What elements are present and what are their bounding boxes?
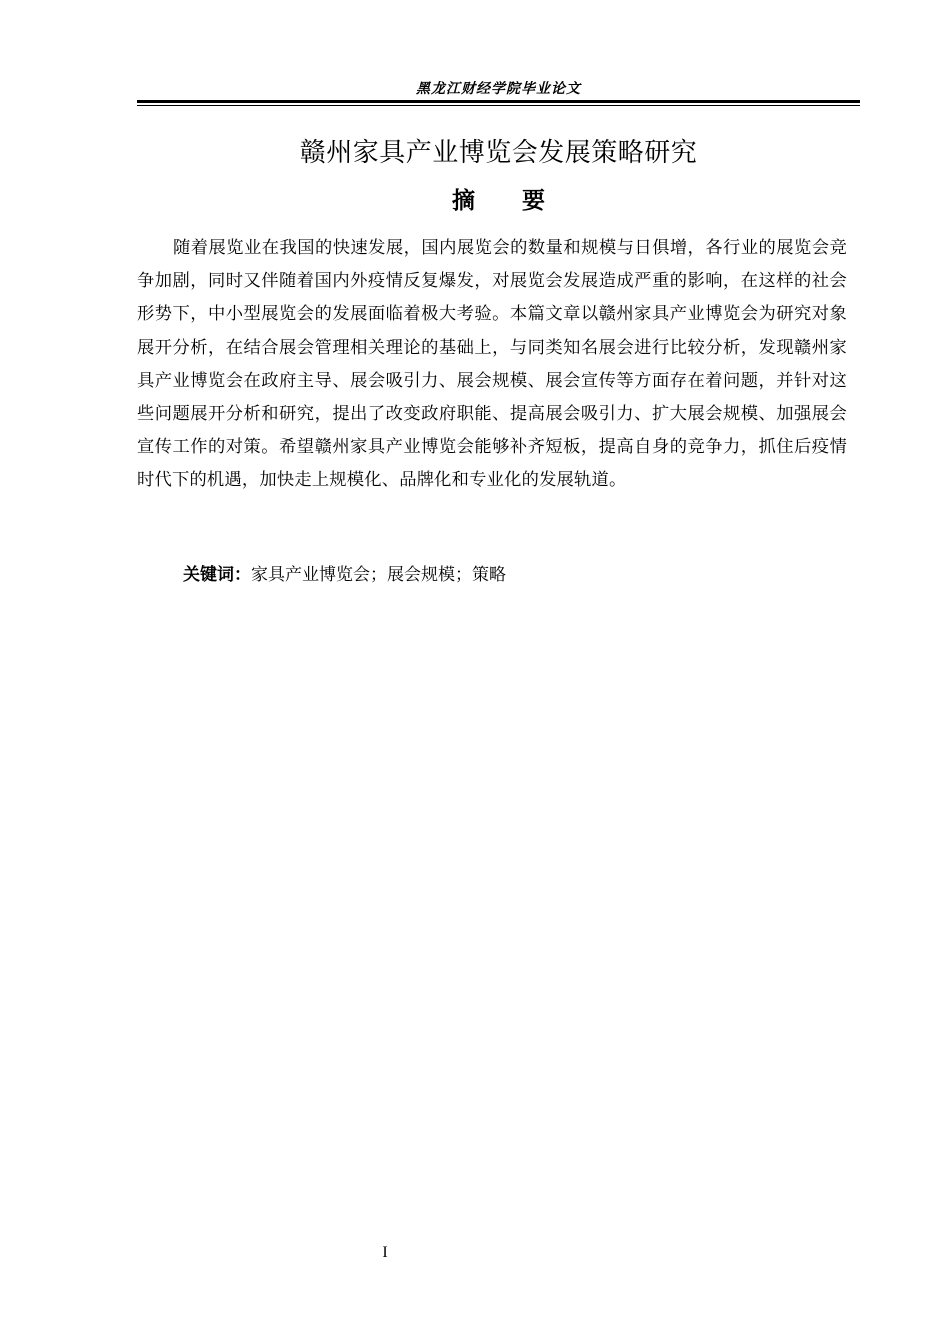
abstract-body: 随着展览业在我国的快速发展，国内展览会的数量和规模与日俱增，各行业的展览会竞争加剧，同时又伴随着国内外疫情反复爆发，对展览会发展造成严重的影响，在这样的社会形势下，中小型展览会的发展面临着极大考验。本篇文章以赣州家具产业博览会为研究对象展开分析，在结合展会管理相关理论的基础上，与同类知名展会进行比较分析，发现赣州家具产业博览会在政府主导、展会吸引力、展会规模、展会宣传等方面存在着问题，并针对这些问题展开分析和研究，提出了改变政府职能、提高展会吸引力、扩大展会规模、加强展会宣传工作的对策。希望赣州家具产业博览会能够补齐短板，提高自身的竞争力，抓住后疫情时代下的机遇，加快走上规模化、品牌化和专业化的发展轨道。 <box>137 238 847 491</box>
keywords-line <box>183 560 843 590</box>
header-rule-thin <box>137 105 860 106</box>
abstract-heading: 摘要 <box>452 188 592 214</box>
running-header: 黑龙江财经学院毕业论文 <box>416 81 581 97</box>
keywords-value: 家具产业博览会；展会规模；策略 <box>251 565 506 585</box>
keywords-label: 关键词： <box>183 565 251 585</box>
page-number: I <box>382 1244 388 1261</box>
paper-title: 赣州家具产业博览会发展策略研究 <box>299 138 698 168</box>
header-rule-thick <box>137 100 860 103</box>
